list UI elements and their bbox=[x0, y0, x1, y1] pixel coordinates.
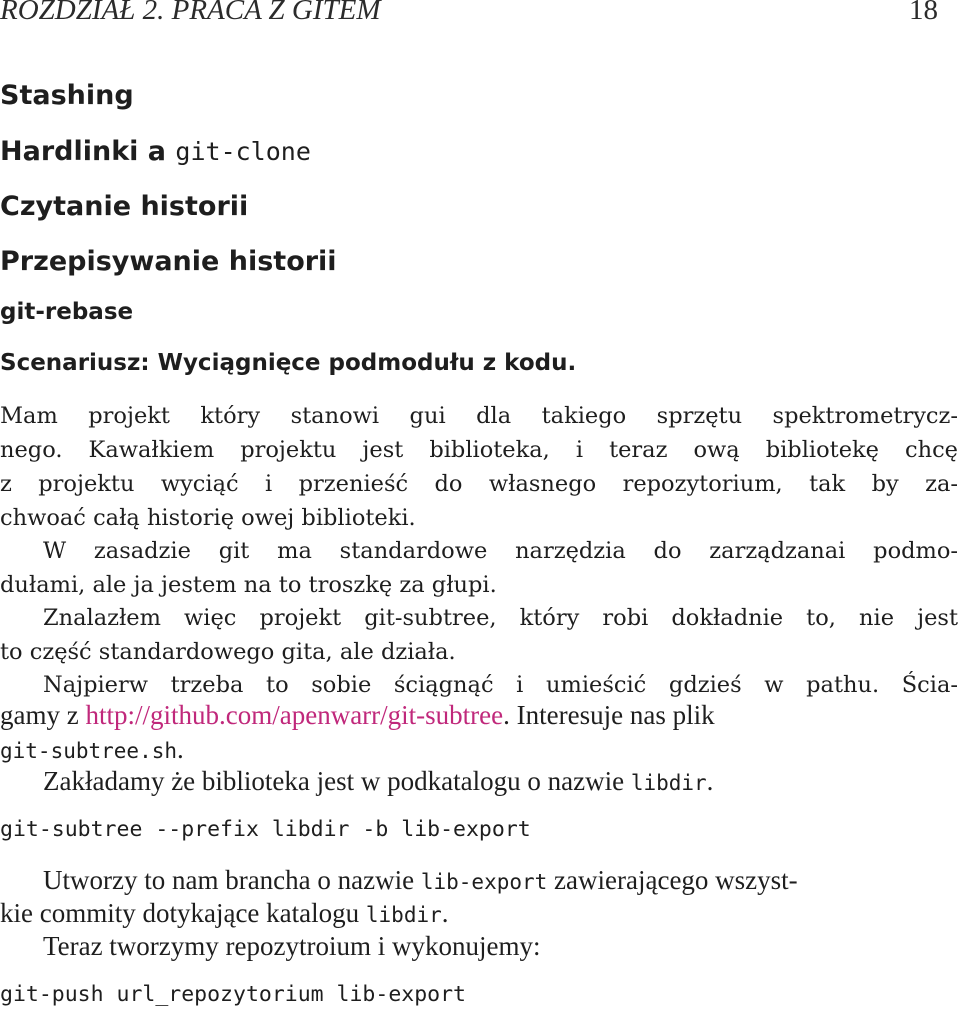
paragraph-line: Mam projekt który stanowi gui dla takiego sprzętu spektrometrycz- bbox=[0, 403, 958, 429]
inline-code: lib-export bbox=[420, 870, 548, 894]
paragraph-line bbox=[0, 897, 958, 929]
heading-stashing: Stashing bbox=[0, 80, 134, 111]
paragraph-line: W zasadzie git ma standardowe narzędzia do zarządzanai podmo- bbox=[43, 538, 958, 564]
paragraph-line: to część standardowego gita, ale działa. bbox=[0, 639, 456, 665]
git-subtree-link[interactable]: http://github.com/apenwarr/git-subtree bbox=[85, 700, 504, 730]
heading-git-rebase: git-rebase bbox=[0, 299, 134, 325]
chapter-title: ROZDZIAŁ 2. PRACA Z GITEM bbox=[0, 0, 381, 26]
code-block-subtree: git-subtree --prefix libdir -b lib-export bbox=[0, 817, 531, 842]
paragraph-line: Teraz tworzymy repozytroium i wykonujemy: bbox=[43, 931, 541, 961]
paragraph-line: nego. Kawałkiem projektu jest biblioteka, i teraz ową bibliotekę chcę bbox=[0, 437, 958, 463]
heading-przepisywanie-historii: Przepisywanie historii bbox=[0, 246, 337, 277]
paragraph-line: chwoać całą historię owej biblioteki. bbox=[0, 505, 416, 531]
paragraph-line: z projektu wyciąć i przenieść do własnego repozytorium, tak by za- bbox=[0, 471, 958, 497]
heading-scenariusz: Scenariusz: Wyciągnięce podmodułu z kodu. bbox=[0, 350, 577, 376]
inline-code: git-subtree.sh bbox=[0, 739, 178, 763]
text-span: Utworzy to nam brancha o nazwie bbox=[43, 865, 421, 895]
paragraph-line bbox=[0, 733, 958, 765]
paragraph-line bbox=[0, 765, 958, 797]
heading-hardlinki-text: Hardlinki a bbox=[0, 136, 176, 167]
running-header bbox=[0, 0, 958, 30]
text-span: kie commity dotykające katalogu bbox=[0, 898, 366, 928]
heading-hardlinki bbox=[0, 136, 311, 167]
text-span: . bbox=[177, 734, 184, 764]
paragraph-line: Znalazłem więc projekt git-subtree, który robi dokładnie to, nie jest bbox=[43, 605, 958, 631]
text-span: . bbox=[441, 898, 449, 928]
text-span: . Interesuje nas plik bbox=[503, 700, 715, 730]
paragraph-line: dułami, ale ja jestem na to troszkę za głupi. bbox=[0, 572, 497, 598]
text-span: Zakładamy że biblioteka jest w podkatalogu o nazwie bbox=[43, 766, 631, 796]
inline-code: libdir bbox=[365, 903, 442, 927]
heading-hardlinki-code: git-clone bbox=[175, 137, 311, 166]
text-span: zawierającego wszyst- bbox=[547, 865, 798, 895]
text-span: gamy z bbox=[0, 700, 86, 730]
text-span: . bbox=[706, 766, 714, 796]
page-number: 18 bbox=[909, 0, 938, 26]
paragraph-line bbox=[0, 699, 958, 731]
inline-code: libdir bbox=[630, 771, 707, 795]
paragraph-line bbox=[0, 864, 958, 896]
heading-czytanie-historii: Czytanie historii bbox=[0, 191, 249, 222]
code-block-push: git-push url_repozytorium lib-export bbox=[0, 982, 466, 1007]
paragraph-line: Najpierw trzeba to sobie ściągnąć i umieścić gdzieś w pathu. Ścia- bbox=[43, 672, 958, 698]
